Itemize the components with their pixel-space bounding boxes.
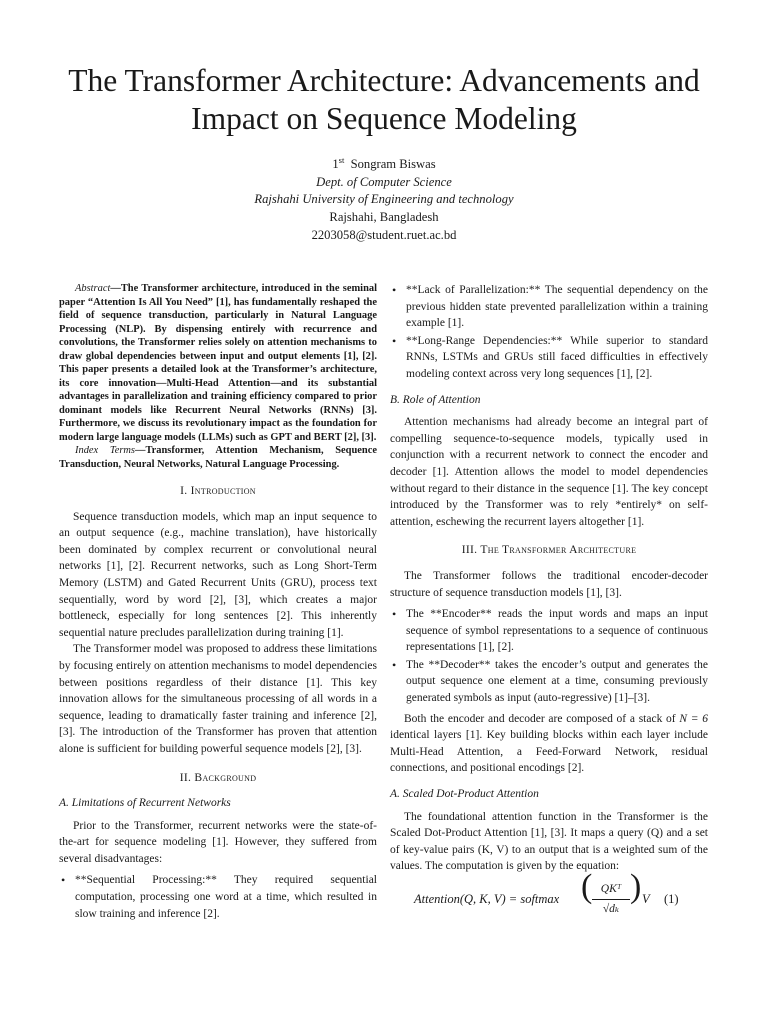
equation-rhs: V bbox=[642, 892, 650, 906]
author-name: Songram Biswas bbox=[350, 157, 436, 172]
list-item-text: **Lack of Parallelization:** The sequential dependency on the previous hidden state prevented parallelization within a training example [1]. bbox=[406, 284, 708, 330]
abstract-text: —The Transformer architecture, introduced in the seminal paper “Attention Is All You Need” [1], has fundamentally reshaped the field of sequence transduction, particularly in Natural Language Processing (NLP). By dispensing entirely with recurrence and convolutions, the Transformer relies solely on attention mechanisms to draw global dependencies between input and output elements [1], [2]. This paper presents a detailed look at the Transformer’s architecture, its core innovation—Multi-Head Attention—and its substantial advantages in parallelization and training efficiency compared to prior dominant models like Recurrent Neural Networks (RNNs) [3]. Furthermore, we discuss its revolutionary impact as the foundation for modern large language models (LLMs) such as GPT and BERT [2], [3]. bbox=[59, 283, 377, 443]
section-heading-architecture: III. The Transformer Architecture bbox=[461, 543, 637, 557]
list-item-text: The **Encoder** reads the input words and maps an input sequence of symbol representations to a sequence of continuous representations [1], [2]. bbox=[406, 608, 708, 654]
left-paren-glyph: ( bbox=[581, 868, 593, 905]
subsection-heading-role-of-attention: B. Role of Attention bbox=[390, 393, 481, 406]
subsection-heading-limitations: A. Limitations of Recurrent Networks bbox=[59, 797, 231, 810]
section-heading-background: II. Background bbox=[179, 770, 257, 784]
abstract-label: Abstract bbox=[75, 283, 111, 294]
architecture-paragraph-1: The Transformer follows the traditional encoder-decoder structure of sequence transduction models [1], [3]. bbox=[390, 569, 708, 599]
inline-math: N = 6 bbox=[679, 712, 708, 725]
list-item bbox=[390, 282, 708, 332]
list-item bbox=[390, 606, 708, 656]
list-item bbox=[390, 657, 708, 707]
list-item-text: **Long-Range Dependencies:** While superior to standard RNNs, LSTMs and GRUs still faced difficulties in effectively modeling context across very long sequences [1], [2]. bbox=[406, 334, 708, 380]
paper-title: The Transformer Architecture: Advancements and Impact on Sequence Modeling bbox=[68, 63, 700, 136]
equation-lhs: Attention(Q, K, V) = softmax bbox=[414, 892, 560, 906]
architecture-paragraph-2 bbox=[390, 711, 708, 777]
subsection-heading-scaled-dot-product: A. Scaled Dot-Product Attention bbox=[390, 788, 539, 801]
paragraph-text: Both the encoder and decoder are composed of a stack of bbox=[404, 712, 676, 725]
limitations-list bbox=[59, 872, 377, 922]
author-university: Rajshahi University of Engineering and technology bbox=[254, 192, 514, 207]
list-item-text: The **Decoder** takes the encoder’s output and generates the output sequence one element at a time, consuming previously generated symbols as input (auto-regressive) [1]–[3]. bbox=[406, 658, 708, 705]
index-terms-label: Index Terms bbox=[75, 445, 135, 456]
author-ordinal-sup: st bbox=[338, 155, 345, 165]
list-item-text: **Sequential Processing:** They required sequential computation, processing one word at a time, which resulted in slow training and inference [2]. bbox=[75, 874, 377, 920]
encoder-decoder-list bbox=[390, 606, 708, 707]
intro-paragraph-2: The Transformer model was proposed to address these limitations by focusing entirely on attention mechanisms to model dependencies between positions regardless of their distance [1]. This key innovation allows for the simultaneous processing of all words in a sequence, leading to dramatically faster training and inference [2], [3]. The introduction of the Transformer has proven that attention alone is sufficient for building powerful sequence models [2], [3]. bbox=[59, 643, 377, 755]
background-paragraph-1: Prior to the Transformer, recurrent networks were the state-of-the-art for sequence modeling [1]. However, they suffered from several disadvantages: bbox=[59, 819, 377, 865]
architecture-paragraph-3: The foundational attention function in the Transformer is the Scaled Dot-Product Attention [1], [3]. It maps a query (Q) and a set of key-value pairs (K, V) to an output that is a weighted sum of the values. The computation is given by the equation: bbox=[390, 810, 708, 873]
author-location: Rajshahi, Bangladesh bbox=[329, 209, 439, 224]
list-item bbox=[390, 333, 708, 383]
author-email: 2203058@student.ruet.ac.bd bbox=[311, 227, 457, 242]
list-item bbox=[59, 872, 377, 922]
background-paragraph-2: Attention mechanisms had already become an integral part of compelling sequence-to-sequence models, typically used in conjunction with a recurrent network to connect the encoder and decoder [1]. Attention allows the model to model dependencies without regard to their distance in the sequence [1]. The key concept introduced by the Transformer was to rely *entirely* on self-attention, eschewing the recurrent layers altogether [1]. bbox=[390, 416, 708, 528]
section-heading-introduction: I. Introduction bbox=[180, 484, 256, 497]
equation-numerator: QKᵀ bbox=[592, 881, 630, 900]
limitations-list-continued bbox=[390, 282, 708, 383]
abstract bbox=[59, 282, 377, 471]
equation-number: (1) bbox=[664, 892, 679, 906]
attention-equation bbox=[390, 868, 708, 925]
intro-paragraph-1: Sequence transduction models, which map an input sequence to an output sequence (e.g., machine translation), have historically been dominated by complex recurrent or convolutional neural networks [1], [2]. Recurrent networks, such as Long Short-Term Memory (LSTM) and Gated Recurrent Units (GRU), process text sequentially, word by word [2], [3], which creates a major bottleneck, especially for long sentences [2]. This inherently sequential nature precludes parallelization during training [1]. bbox=[59, 510, 377, 639]
index-terms-text: —Transformer, Attention Mechanism, Sequence Transduction, Neural Networks, Natural Language Processing. bbox=[59, 445, 377, 470]
bullet-icon: • bbox=[61, 873, 66, 888]
bullet-icon: • bbox=[392, 333, 397, 348]
equation-fraction bbox=[592, 881, 630, 917]
bullet-icon: • bbox=[392, 283, 397, 297]
equation-denominator: √dₖ bbox=[602, 902, 620, 915]
right-column bbox=[390, 282, 708, 925]
author-block bbox=[100, 152, 668, 244]
left-column bbox=[59, 282, 377, 926]
author-ordinal: 1 bbox=[332, 157, 339, 172]
author-name-line bbox=[100, 152, 668, 174]
bullet-icon: • bbox=[392, 657, 397, 672]
right-paren-glyph: ) bbox=[630, 868, 642, 905]
bullet-icon: • bbox=[392, 607, 397, 622]
paragraph-text: identical layers [1]. Key building blocks within each layer include Multi-Head Attention, a Feed-Forward Network, residual connections, and positional encodings [2]. bbox=[390, 729, 708, 775]
author-dept: Dept. of Computer Science bbox=[316, 174, 452, 189]
